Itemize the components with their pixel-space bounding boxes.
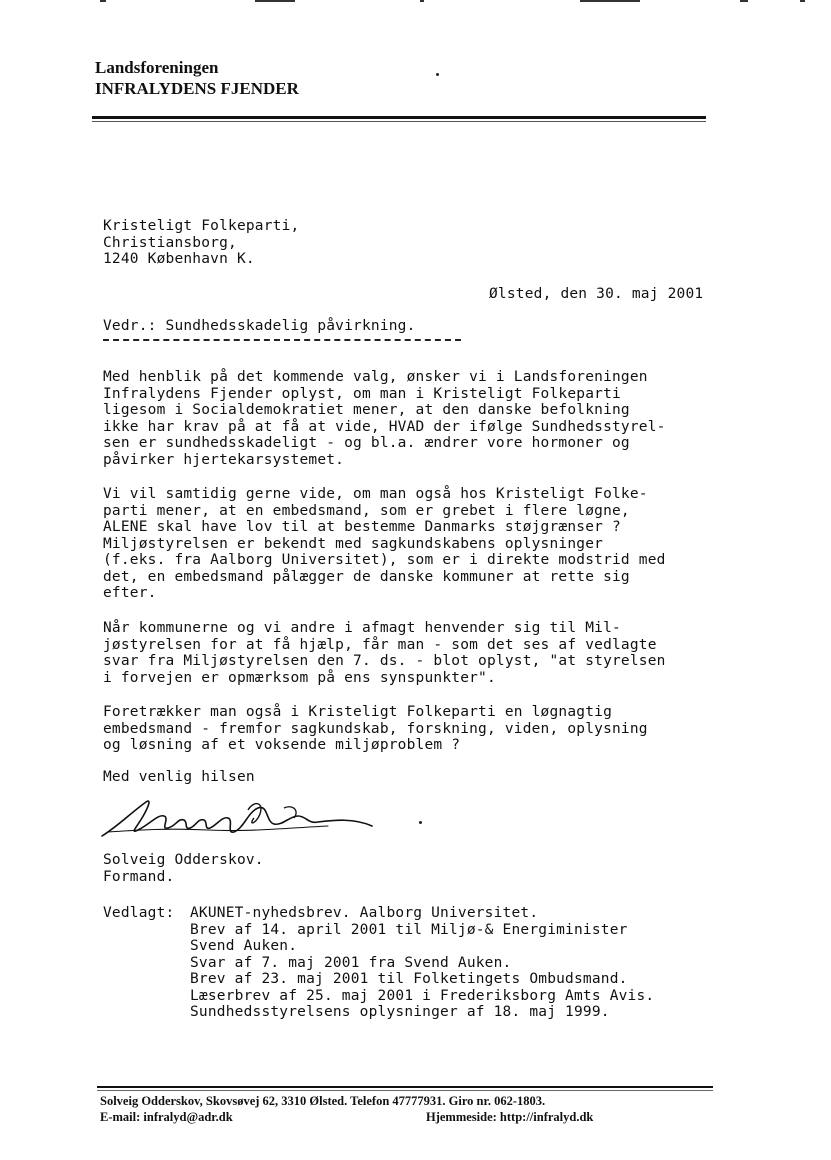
scan-speck <box>419 821 422 824</box>
scan-speck <box>436 73 439 76</box>
enclosures-label: Vedlagt: <box>103 905 175 921</box>
enclosures-list: AKUNET-nyhedsbrev. Aalborg Universitet. Brev af 14. april 2001 til Miljø-& Energiminister Svend Auken. Svar af 7. maj 2001 fra Svend Auken. Brev af 23. maj 2001 til Folketingets Ombudsmand. Læserbrev af 25. maj 2001 i Frederiksborg Amts Avis. Sundhedsstyrelsens oplysninger af 18. maj 1999. <box>190 905 655 1020</box>
signer-name-title: Solveig Odderskov. Formand. <box>103 852 264 885</box>
closing-salutation: Med venlig hilsen <box>103 769 255 785</box>
letterhead-org-name: Landsforeningen <box>95 58 219 77</box>
scan-edge-marks <box>0 0 831 6</box>
letterhead-divider <box>92 116 706 119</box>
letterhead-org-title: INFRALYDENS FJENDER <box>95 79 299 98</box>
recipient-address: Kristeligt Folkeparti, Christiansborg, 1240 København K. <box>103 218 300 267</box>
footer-address: Solveig Odderskov, Skovsøvej 62, 3310 Ølsted. Telefon 47777931. Giro nr. 062-1803. <box>100 1094 546 1108</box>
letterhead-divider-thin <box>92 121 706 122</box>
letter-subject: Vedr.: Sundhedsskadelig påvirkning. <box>103 318 416 334</box>
footer-divider <box>97 1086 713 1088</box>
body-paragraph-2: Vi vil samtidig gerne vide, om man også hos Kristeligt Folke- parti mener, at en embedsmand, som er grebet i flere løgne, ALENE skal have lov til at bestemme Danmarks støjgrænser ? Miljøstyrelsen er bekendt med sagkundskabens oplysninger (f.eks. fra Aalborg Universitet), som er i direkte modstrid med det, en embedsmand pålægger de danske kommuner at rette sig efter. <box>103 486 666 601</box>
handwritten-signature <box>98 792 388 844</box>
footer-website: Hjemmeside: http://infralyd.dk <box>426 1110 594 1124</box>
body-paragraph-4: Foretrækker man også i Kristeligt Folkeparti en løgnagtig embedsmand - fremfor sagkundskab, forskning, viden, oplysning og løsning af et voksende miljøproblem ? <box>103 704 648 753</box>
footer-divider-thin <box>97 1090 713 1091</box>
subject-underline <box>103 339 461 341</box>
letter-date: Ølsted, den 30. maj 2001 <box>489 286 704 302</box>
footer-email: E-mail: infralyd@adr.dk <box>100 1110 233 1124</box>
body-paragraph-3: Når kommunerne og vi andre i afmagt henvender sig til Mil- jøstyrelsen for at få hjælp, får man - som det ses af vedlagte svar fra Miljøstyrelsen den 7. ds. - blot oplyst, "at styrelsen i forvejen er opmærksom på ens synspunkter". <box>103 620 666 686</box>
body-paragraph-1: Med henblik på det kommende valg, ønsker vi i Landsforeningen Infralydens Fjender oplyst, om man i Kristeligt Folkeparti ligesom i Socialdemokratiet mener, at den danske befolkning ikke har krav på at få at vide, HVAD der ifølge Sundhedsstyrel- sen er sundhedsskadeligt - og bl.a. ændrer vore hormoner og påvirker hjertekarsystemet. <box>103 369 666 468</box>
